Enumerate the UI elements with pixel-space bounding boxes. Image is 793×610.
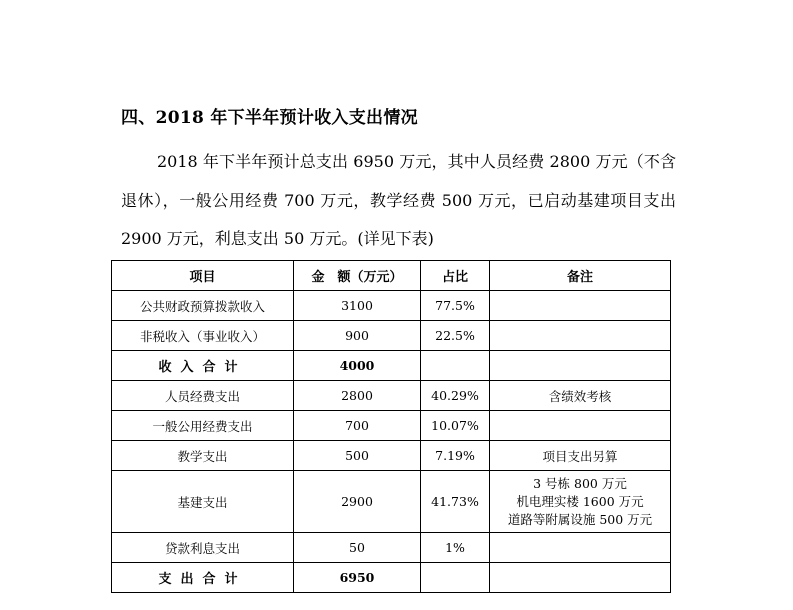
header-amount: 金 额（万元） bbox=[294, 261, 421, 291]
table-row bbox=[112, 291, 671, 321]
income-total-amount: 4000 bbox=[294, 351, 421, 381]
row-amount: 2800 bbox=[294, 381, 421, 411]
header-item: 项目 bbox=[112, 261, 294, 291]
expense-total-amount: 6950 bbox=[294, 563, 421, 593]
table-row bbox=[112, 321, 671, 351]
summary-paragraph: 2018 年下半年预计总支出 6950 万元，其中人员经费 2800 万元（不含退休），一般公用经费 700 万元，教学经费 500 万元，已启动基建项目支出 2900 万元，利息支出 50 万元。(详见下表) bbox=[121, 152, 676, 248]
table-row bbox=[112, 471, 671, 533]
row-note bbox=[490, 321, 671, 351]
row-amount: 700 bbox=[294, 411, 421, 441]
income-total-row bbox=[112, 351, 671, 381]
table-header-row bbox=[112, 261, 671, 291]
table-row bbox=[112, 533, 671, 563]
row-ratio: 7.19% bbox=[421, 441, 490, 471]
note-line: 机电理实楼 1600 万元 bbox=[516, 493, 644, 509]
table-row bbox=[112, 381, 671, 411]
row-item: 一般公用经费支出 bbox=[112, 411, 294, 441]
row-ratio: 22.5% bbox=[421, 321, 490, 351]
row-note bbox=[490, 533, 671, 563]
row-note: 含绩效考核 bbox=[490, 381, 671, 411]
row-ratio bbox=[421, 351, 490, 381]
row-ratio: 77.5% bbox=[421, 291, 490, 321]
section-heading: 四、2018 年下半年预计收入支出情况 bbox=[121, 108, 418, 128]
row-note: 项目支出另算 bbox=[490, 441, 671, 471]
budget-table bbox=[111, 260, 671, 593]
note-line: 3 号栋 800 万元 bbox=[533, 475, 627, 491]
row-ratio: 10.07% bbox=[421, 411, 490, 441]
header-ratio: 占比 bbox=[421, 261, 490, 291]
expense-total-label: 支出合计 bbox=[112, 563, 294, 593]
row-note bbox=[490, 563, 671, 593]
row-item: 非税收入（事业收入） bbox=[112, 321, 294, 351]
row-ratio: 1% bbox=[421, 533, 490, 563]
row-amount: 2900 bbox=[294, 471, 421, 533]
row-item: 公共财政预算拨款收入 bbox=[112, 291, 294, 321]
row-amount: 500 bbox=[294, 441, 421, 471]
row-ratio: 40.29% bbox=[421, 381, 490, 411]
row-item: 教学支出 bbox=[112, 441, 294, 471]
row-amount: 3100 bbox=[294, 291, 421, 321]
row-item: 人员经费支出 bbox=[112, 381, 294, 411]
expense-total-row bbox=[112, 563, 671, 593]
row-ratio bbox=[421, 563, 490, 593]
header-note: 备注 bbox=[490, 261, 671, 291]
row-item: 贷款利息支出 bbox=[112, 533, 294, 563]
row-item: 基建支出 bbox=[112, 471, 294, 533]
table-row bbox=[112, 441, 671, 471]
row-amount: 50 bbox=[294, 533, 421, 563]
table-row bbox=[112, 411, 671, 441]
row-amount: 900 bbox=[294, 321, 421, 351]
income-total-label: 收入合计 bbox=[112, 351, 294, 381]
row-note bbox=[490, 351, 671, 381]
row-note bbox=[490, 471, 671, 533]
row-note bbox=[490, 291, 671, 321]
note-line: 道路等附属设施 500 万元 bbox=[507, 511, 653, 527]
row-note bbox=[490, 411, 671, 441]
row-ratio: 41.73% bbox=[421, 471, 490, 533]
